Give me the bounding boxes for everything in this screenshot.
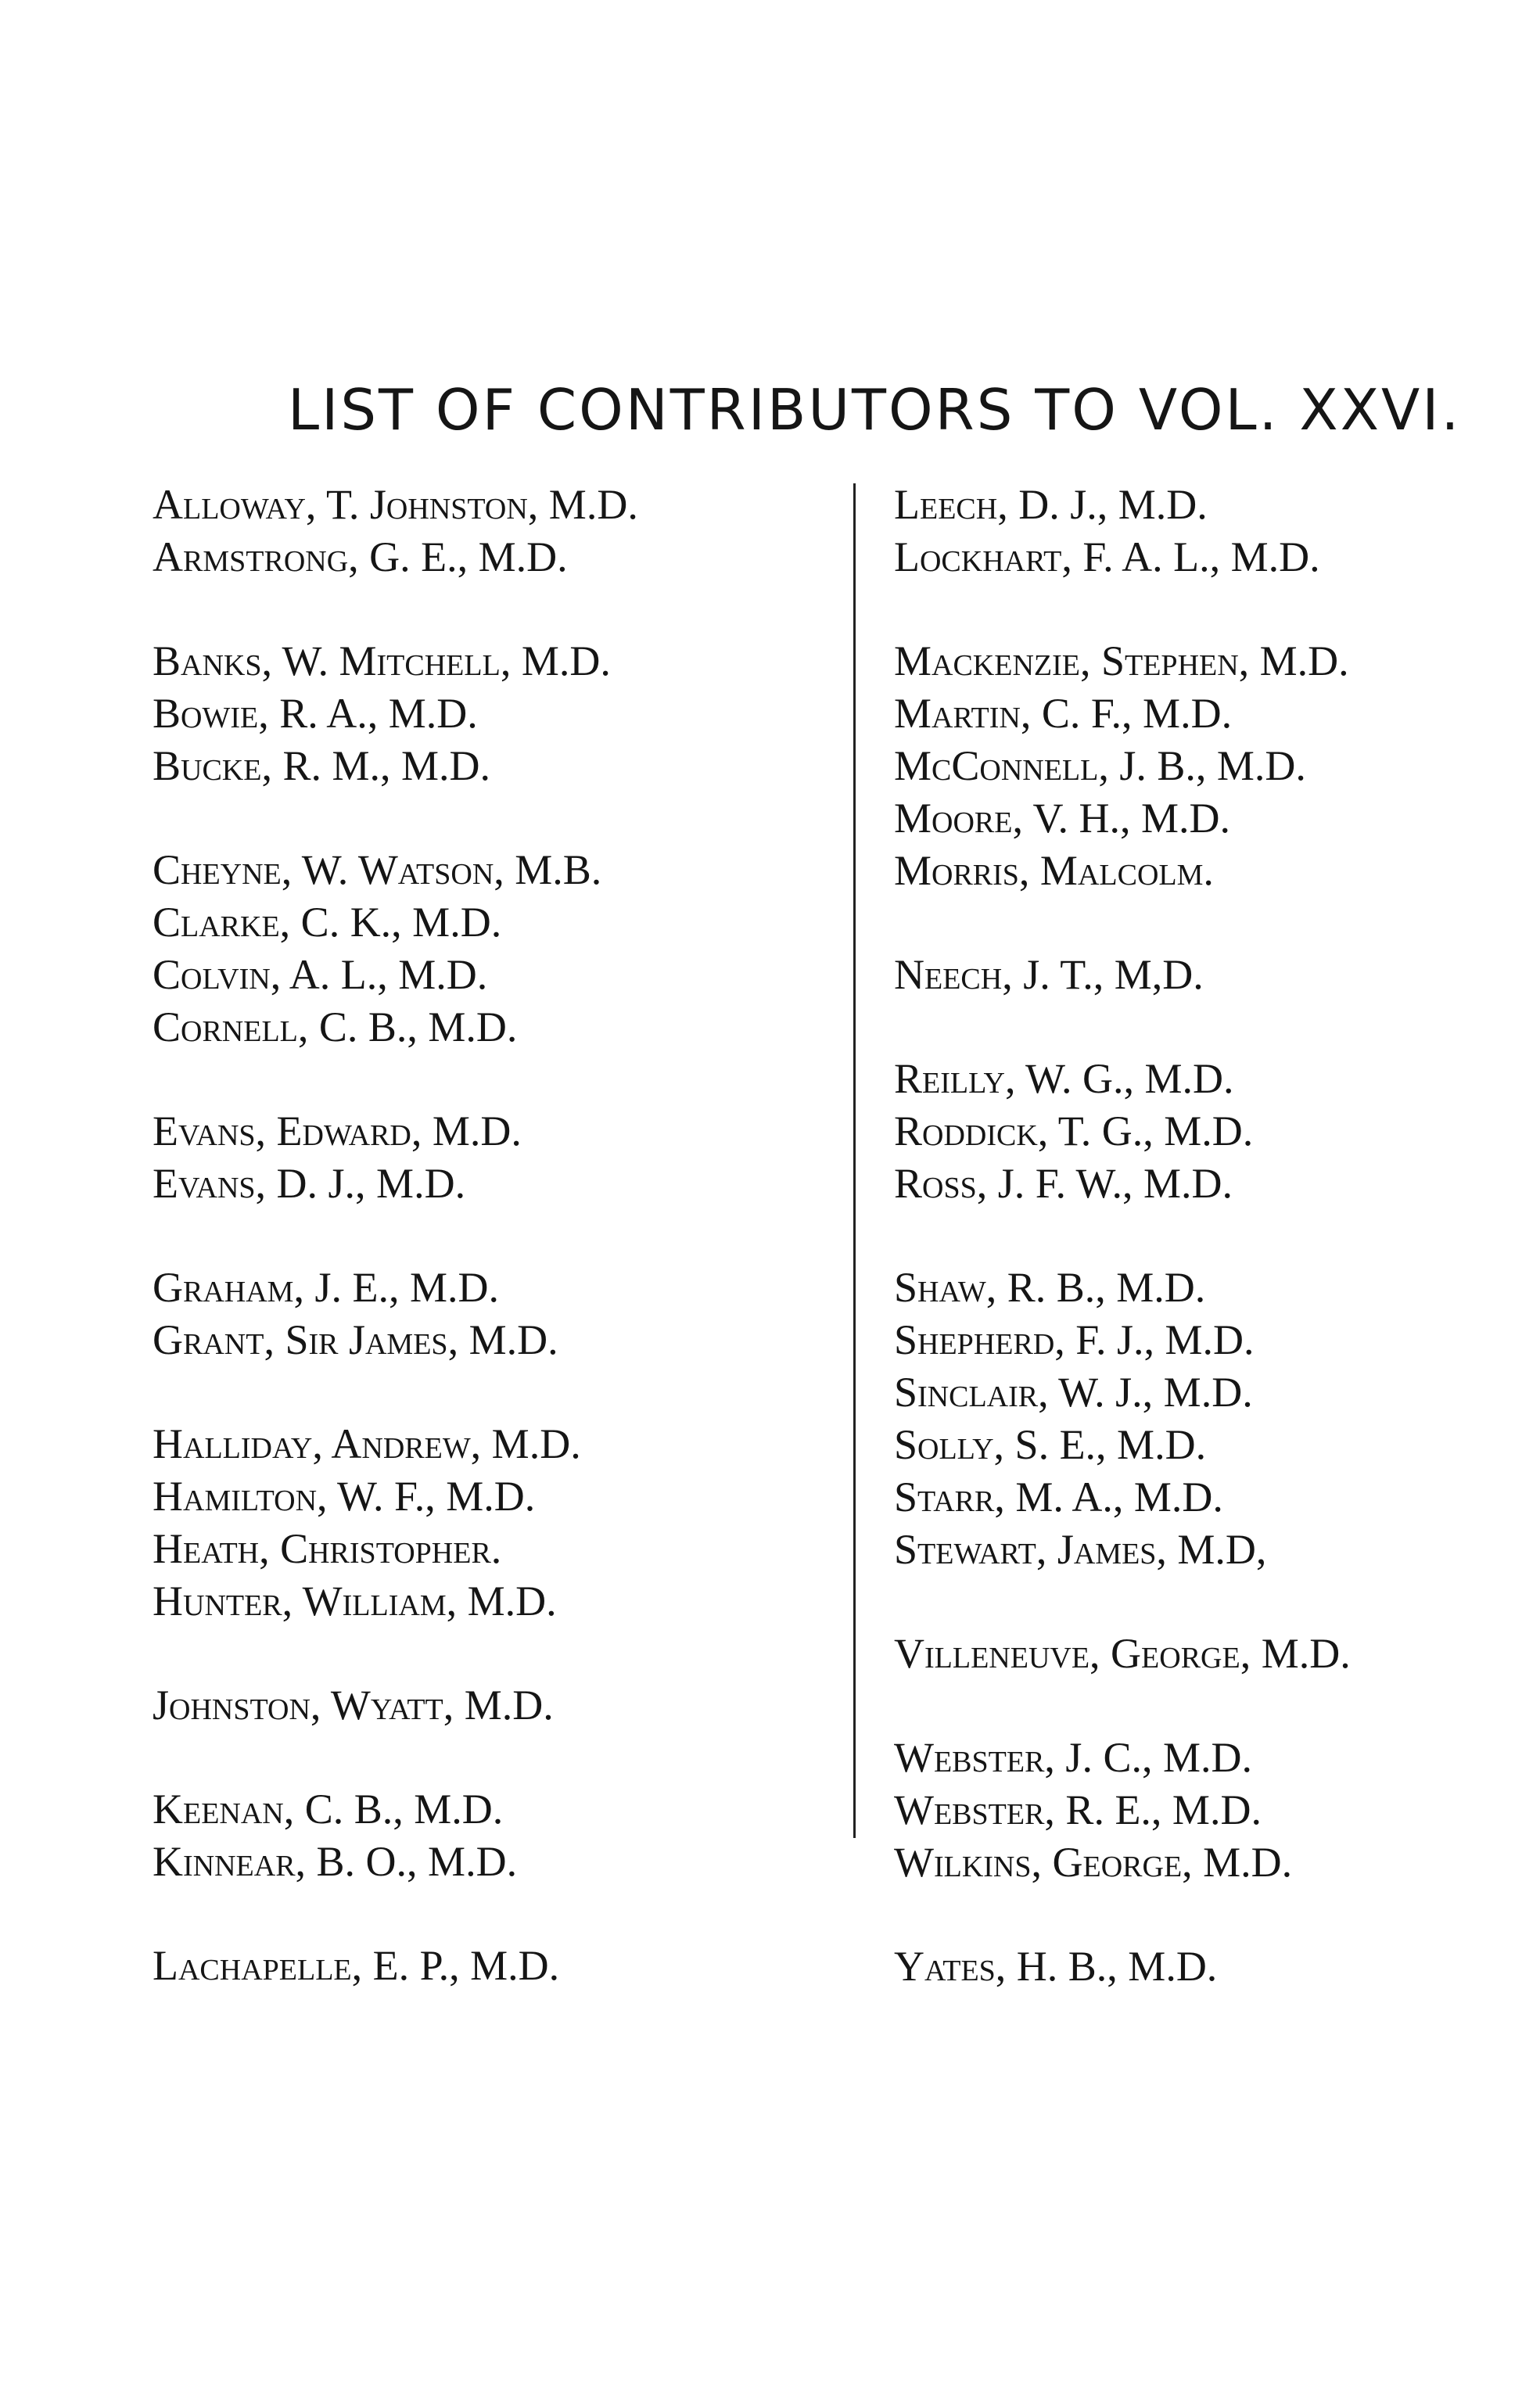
contributors-left-column xyxy=(153,479,825,2044)
contributor-name: Shaw, R. B., M.D. xyxy=(894,1264,1206,1311)
contributor-name: Evans, D. J., M.D. xyxy=(153,1160,466,1207)
contributor-name: Yates, H. B., M.D. xyxy=(894,1943,1218,1990)
contributor-group-s xyxy=(894,1262,1520,1576)
contributor-name: Hunter, William, M.D. xyxy=(153,1578,557,1624)
contributor-group-h xyxy=(153,1418,825,1628)
contributor-name: Roddick, T. G., M.D. xyxy=(894,1107,1254,1154)
contributor-group-g xyxy=(153,1262,825,1366)
contributor-name: Cheyne, W. Watson, M.B. xyxy=(153,846,602,893)
contributor-group-k xyxy=(153,1783,825,1888)
contributor-name: Alloway, T. Johnston, M.D. xyxy=(153,481,638,528)
contributor-name: Sinclair, W. J., M.D. xyxy=(894,1369,1253,1416)
contributor-name: Martin, C. F., M.D. xyxy=(894,690,1233,737)
contributor-name: Stewart, James, M.D, xyxy=(894,1526,1267,1573)
contributor-name: Shepherd, F. J., M.D. xyxy=(894,1316,1255,1363)
contributor-name: Armstrong, G. E., M.D. xyxy=(153,533,568,580)
contributor-group-w xyxy=(894,1732,1520,1889)
contributor-group-v xyxy=(894,1628,1520,1680)
contributor-group-l xyxy=(153,1940,825,1992)
contributor-name: Grant, Sir James, M.D. xyxy=(153,1316,558,1363)
contributor-name: McConnell, J. B., M.D. xyxy=(894,742,1306,789)
contributor-group-m xyxy=(894,635,1520,897)
contributor-group-n xyxy=(894,949,1520,1001)
contributor-name: Webster, J. C., M.D. xyxy=(894,1734,1252,1781)
contributor-name: Colvin, A. L., M.D. xyxy=(153,951,488,998)
contributor-name: Banks, W. Mitchell, M.D. xyxy=(153,637,611,684)
contributor-name: Ross, J. F. W., M.D. xyxy=(894,1160,1233,1207)
contributor-name: Starr, M. A., M.D. xyxy=(894,1474,1223,1520)
contributors-right-column xyxy=(894,479,1520,2044)
contributor-name: Wilkins, George, M.D. xyxy=(894,1839,1293,1886)
contributor-group-l xyxy=(894,479,1520,583)
contributor-name: Mackenzie, Stephen, M.D. xyxy=(894,637,1349,684)
contributor-name: Webster, R. E., M.D. xyxy=(894,1786,1262,1833)
contributor-name: Graham, J. E., M.D. xyxy=(153,1264,499,1311)
contributor-name: Reilly, W. G., M.D. xyxy=(894,1055,1234,1102)
contributor-name: Bowie, R. A., M.D. xyxy=(153,690,478,737)
contributor-group-a xyxy=(153,479,825,583)
contributor-name: Solly, S. E., M.D. xyxy=(894,1421,1207,1468)
contributor-name: Johnston, Wyatt, M.D. xyxy=(153,1682,554,1728)
contributor-name: Heath, Christopher. xyxy=(153,1525,502,1572)
contributor-name: Hamilton, W. F., M.D. xyxy=(153,1473,536,1520)
contributor-group-r xyxy=(894,1053,1520,1210)
contributor-name: Bucke, R. M., M.D. xyxy=(153,742,491,789)
contributor-name: Clarke, C. K., M.D. xyxy=(153,899,502,946)
contributor-group-b xyxy=(153,635,825,792)
contributor-name: Moore, V. H., M.D. xyxy=(894,795,1231,842)
contributor-name: Halliday, Andrew, M.D. xyxy=(153,1420,581,1467)
contributor-name: Keenan, C. B., M.D. xyxy=(153,1786,504,1833)
contributor-group-y xyxy=(894,1940,1520,1993)
contributor-name: Villeneuve, George, M.D. xyxy=(894,1630,1351,1677)
contributor-name: Evans, Edward, M.D. xyxy=(153,1107,522,1154)
contributor-name: Kinnear, B. O., M.D. xyxy=(153,1838,518,1885)
contributor-name: Lachapelle, E. P., M.D. xyxy=(153,1942,560,1989)
contributor-name: Leech, D. J., M.D. xyxy=(894,481,1208,528)
contributor-name: Lockhart, F. A. L., M.D. xyxy=(894,533,1320,580)
contributor-name: Morris, Malcolm. xyxy=(894,847,1214,894)
contributor-group-j xyxy=(153,1679,825,1732)
contributor-name: Neech, J. T., M,D. xyxy=(894,951,1204,998)
column-divider xyxy=(853,483,856,1838)
contributor-name: Cornell, C. B., M.D. xyxy=(153,1003,518,1050)
contributor-group-c xyxy=(153,844,825,1054)
page-title: LIST OF CONTRIBUTORS TO VOL. XXVI. xyxy=(288,377,1462,443)
contributor-group-e xyxy=(153,1105,825,1210)
